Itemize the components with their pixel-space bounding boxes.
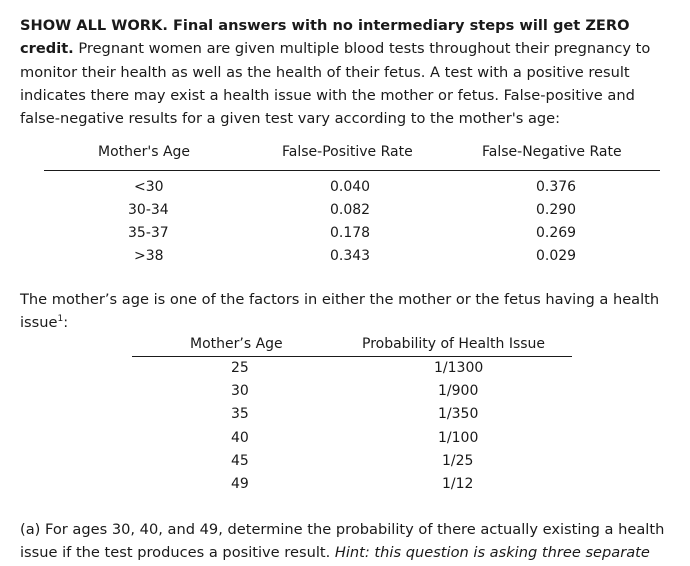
table-row: [44, 198, 660, 221]
probability-cell: 1/25: [442, 452, 474, 469]
table-row: [44, 221, 660, 244]
probability-table-header: [132, 334, 572, 357]
probability-cell: 1/350: [438, 406, 479, 423]
question-a-line-2: issue if the test produces a positive result.: [20, 544, 331, 562]
document-page: [20, 14, 680, 562]
question-a-hint: Hint: this question is asking three separate: [334, 544, 650, 562]
table-row: [44, 244, 660, 267]
age-factor-colon: :: [63, 314, 69, 332]
age-cell: 49: [231, 475, 249, 492]
table-row: [132, 380, 572, 403]
false-positive-cell: 0.178: [330, 225, 371, 241]
age-factor-paragraph: [20, 288, 680, 335]
probability-table: [132, 334, 572, 496]
false-positive-cell: 0.040: [330, 179, 371, 195]
age-cell: 25: [231, 360, 249, 376]
intro-line-3: indicates there may exist a health issue with the mother or fetus. False-positive and: [20, 86, 635, 104]
intro-line-4: false-negative results for a given test vary according to the mother's age:: [20, 110, 561, 128]
header-false-positive-rate: False-Positive Rate: [282, 144, 413, 160]
false-positive-cell: 0.082: [330, 202, 371, 218]
intro-line-2: monitor their health as well as the health of their fetus. A test with a positive result: [20, 63, 630, 81]
header-false-negative-rate: False-Negative Rate: [482, 144, 622, 160]
age-factor-line-1: The mother’s age is one of the factors in either the mother or the fetus having a health: [20, 291, 660, 308]
false-positive-cell: 0.343: [330, 248, 371, 264]
header-mothers-age: Mother's Age: [98, 144, 191, 160]
header-probability-of-health-issue: Probability of Health Issue: [362, 336, 546, 352]
age-cell: 40: [231, 429, 249, 446]
intro-line-1: Pregnant women are given multiple blood tests throughout their pregnancy to: [78, 40, 651, 58]
rates-table: [44, 142, 660, 267]
false-negative-cell: 0.029: [536, 248, 577, 264]
rates-table-header: [44, 142, 660, 171]
footnote-marker: 1: [57, 314, 64, 325]
false-negative-cell: 0.269: [536, 225, 577, 241]
table-row: [132, 473, 572, 496]
probability-cell: 1/1300: [434, 360, 484, 376]
age-cell: 30: [231, 383, 249, 400]
age-cell: >38: [134, 248, 164, 264]
false-negative-cell: 0.376: [536, 179, 577, 195]
intro-paragraph: [20, 14, 680, 130]
age-cell: <30: [134, 179, 164, 195]
table-row: [44, 175, 660, 198]
age-cell: 35: [231, 406, 249, 423]
question-a-line-1: (a) For ages 30, 40, and 49, determine the probability of there actually existing a health: [20, 521, 665, 538]
false-negative-cell: 0.290: [536, 202, 577, 218]
header-mothers-age: Mother’s Age: [190, 336, 283, 352]
probability-cell: 1/900: [438, 383, 479, 400]
age-factor-line-2: issue: [20, 314, 58, 332]
instructions-bold: SHOW ALL WORK. Final answers with no intermediary steps will get ZERO credit.: [20, 17, 630, 58]
age-cell: 35-37: [128, 225, 169, 241]
table-row: [132, 450, 572, 473]
table-row: [132, 403, 572, 426]
probability-cell: 1/100: [438, 429, 479, 446]
age-cell: 45: [231, 452, 249, 469]
table-row: [132, 357, 572, 380]
question-a-paragraph: [20, 518, 680, 565]
table-row: [132, 427, 572, 450]
probability-cell: 1/12: [442, 475, 474, 492]
age-cell: 30-34: [128, 202, 169, 218]
